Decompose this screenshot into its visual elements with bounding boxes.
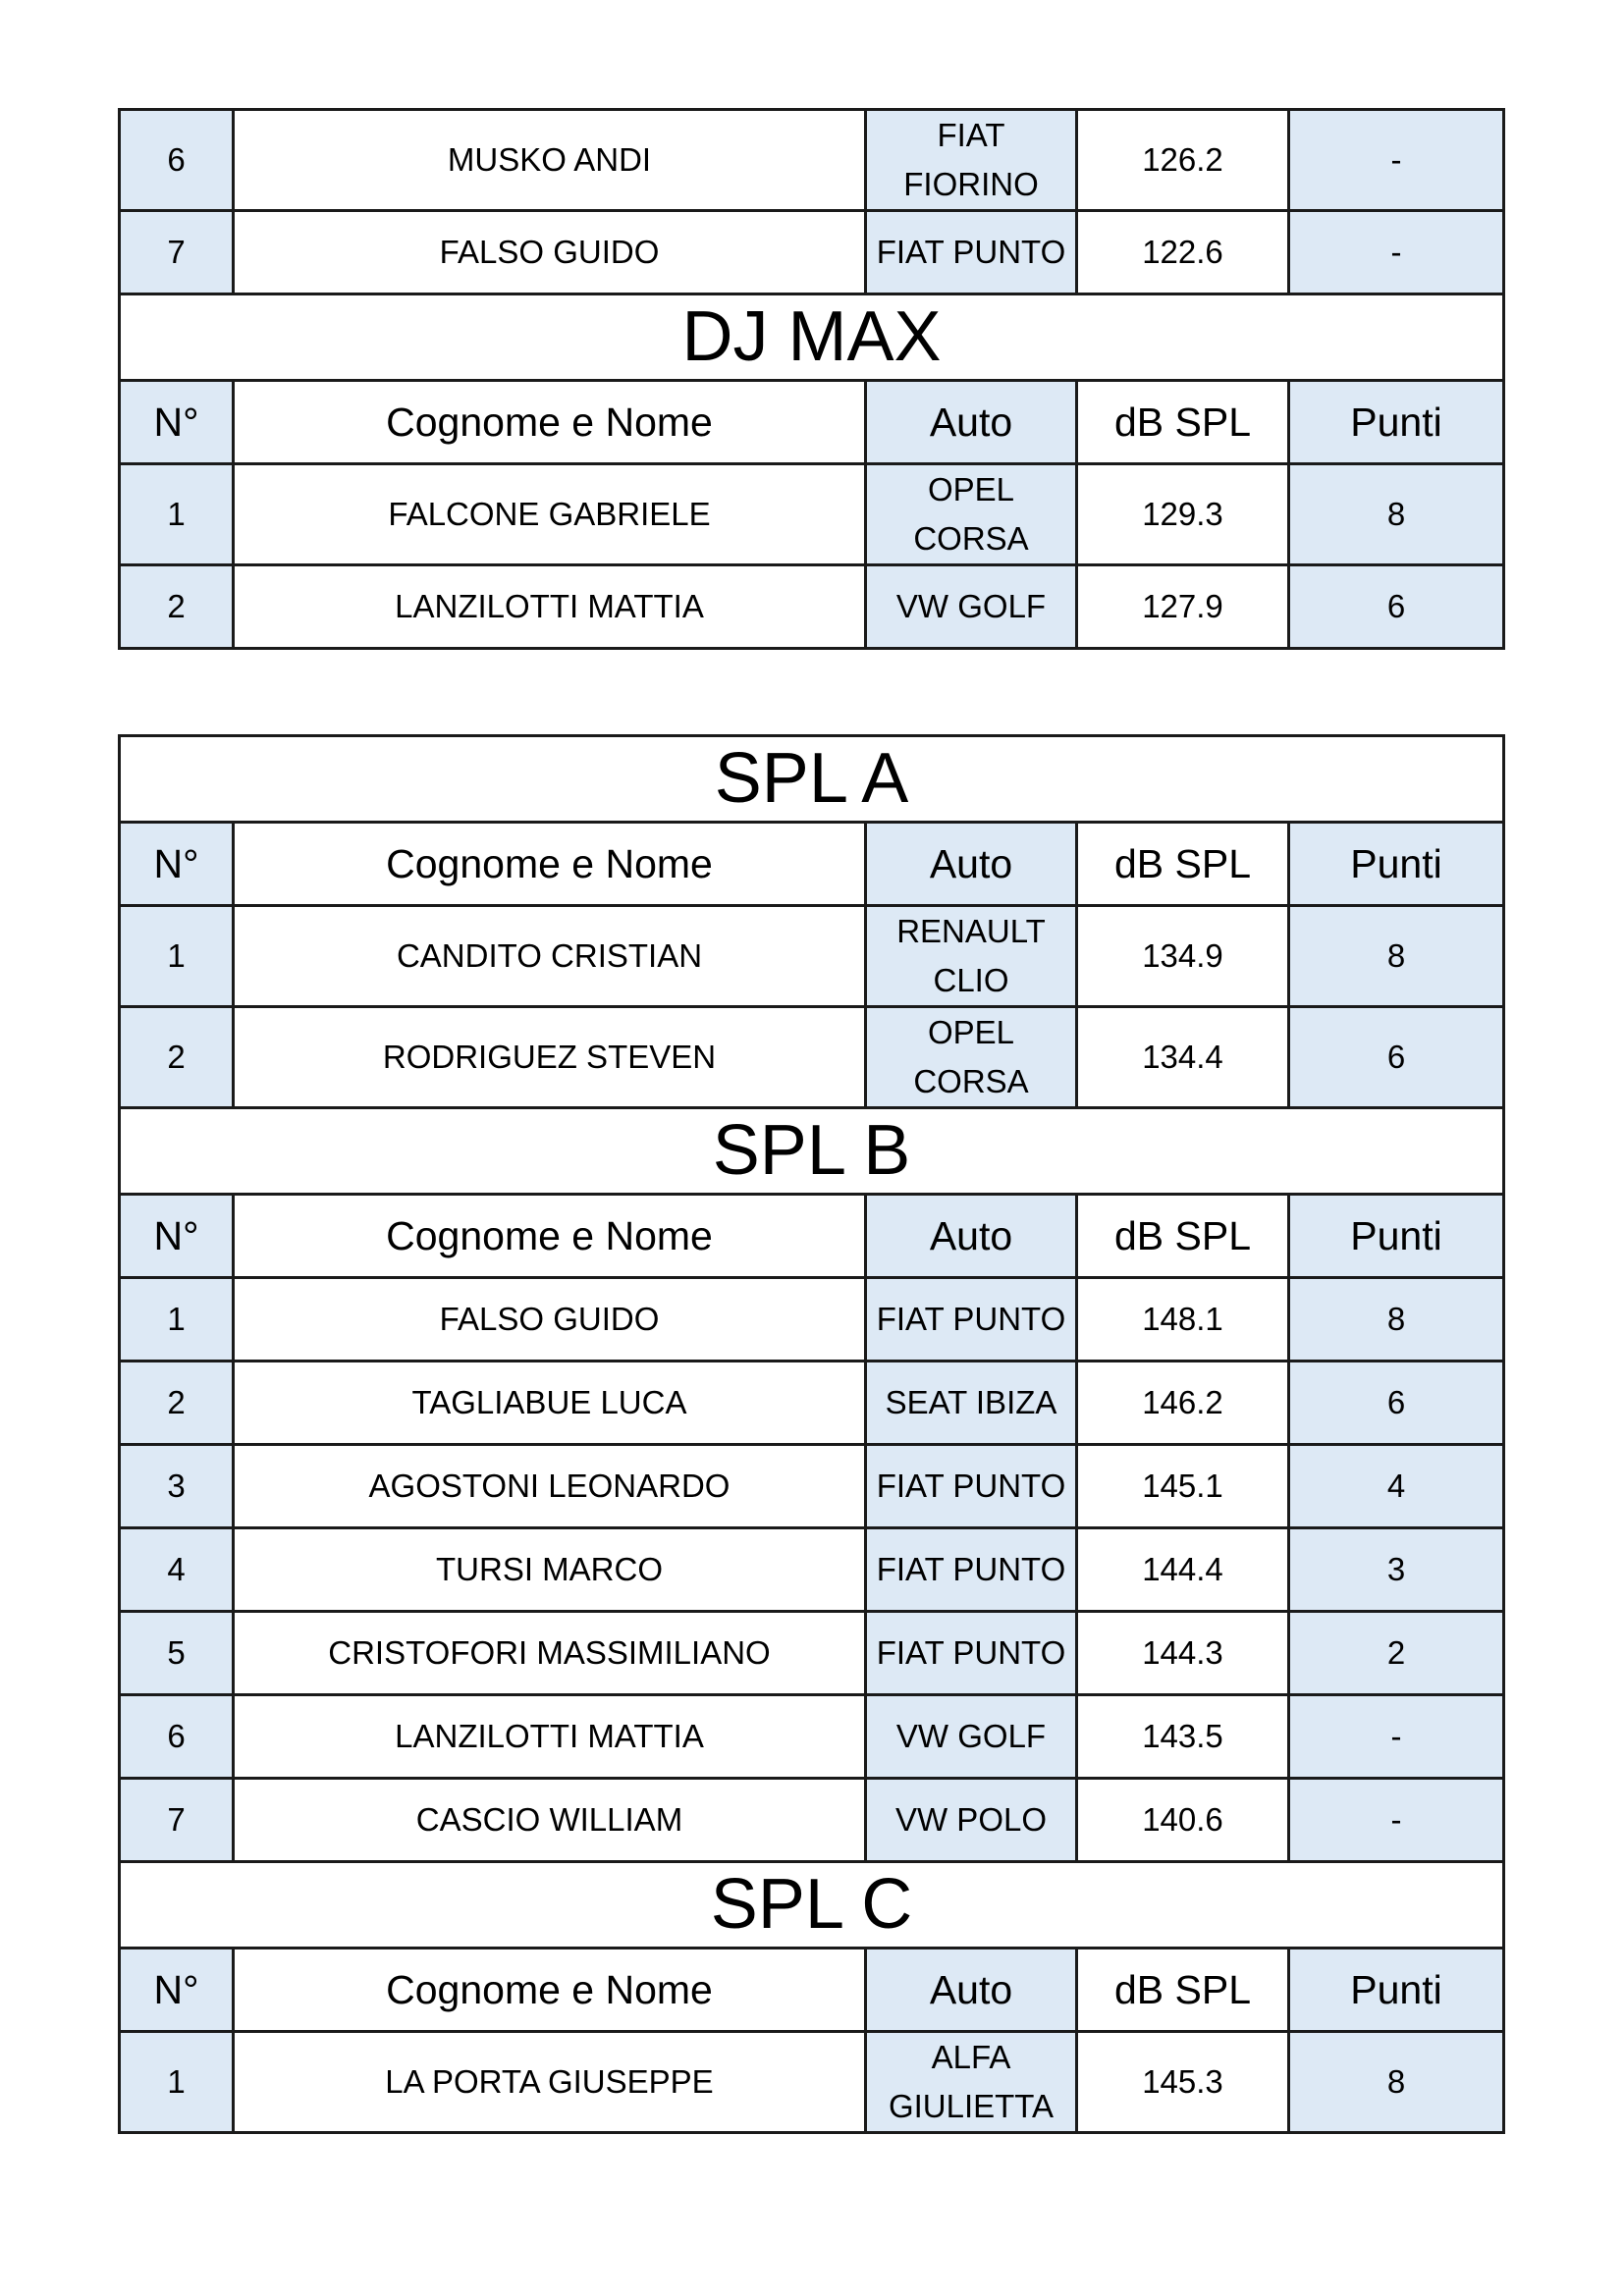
- category-title-dj-max: DJ MAX: [120, 294, 1504, 381]
- category-title-spl-c: SPL C: [120, 1862, 1504, 1949]
- position-cell: 7: [120, 1779, 234, 1862]
- table-row: [120, 211, 1504, 294]
- db-spl-cell: 134.9: [1077, 906, 1289, 1007]
- section-title-row: [120, 736, 1504, 823]
- table-row: [120, 1779, 1504, 1862]
- db-spl-cell: 126.2: [1077, 110, 1289, 211]
- car-cell: OPEL CORSA: [866, 464, 1077, 565]
- car-cell: FIAT FIORINO: [866, 110, 1077, 211]
- points-cell: -: [1289, 211, 1504, 294]
- header-db-spl: dB SPL: [1077, 1195, 1289, 1278]
- points-cell: 8: [1289, 1278, 1504, 1362]
- competitor-name-cell: LANZILOTTI MATTIA: [234, 565, 866, 649]
- points-cell: 4: [1289, 1445, 1504, 1528]
- db-spl-cell: 129.3: [1077, 464, 1289, 565]
- points-cell: 8: [1289, 464, 1504, 565]
- header-name: Cognome e Nome: [234, 381, 866, 464]
- competitor-name-cell: AGOSTONI LEONARDO: [234, 1445, 866, 1528]
- points-cell: -: [1289, 1695, 1504, 1779]
- position-cell: 2: [120, 565, 234, 649]
- category-title-spl-b: SPL B: [120, 1108, 1504, 1195]
- header-name: Cognome e Nome: [234, 1195, 866, 1278]
- header-car: Auto: [866, 381, 1077, 464]
- header-name: Cognome e Nome: [234, 1949, 866, 2032]
- competitor-name-cell: LA PORTA GIUSEPPE: [234, 2032, 866, 2133]
- header-position: N°: [120, 1949, 234, 2032]
- header-db-spl: dB SPL: [1077, 381, 1289, 464]
- header-position: N°: [120, 381, 234, 464]
- table-row: [120, 464, 1504, 565]
- db-spl-cell: 127.9: [1077, 565, 1289, 649]
- db-spl-cell: 122.6: [1077, 211, 1289, 294]
- position-cell: 3: [120, 1445, 234, 1528]
- header-position: N°: [120, 823, 234, 906]
- db-spl-cell: 144.4: [1077, 1528, 1289, 1612]
- table-row: [120, 1007, 1504, 1108]
- results-table-spl: [118, 734, 1505, 2134]
- competitor-name-cell: FALCONE GABRIELE: [234, 464, 866, 565]
- header-row: [120, 823, 1504, 906]
- competitor-name-cell: FALSO GUIDO: [234, 1278, 866, 1362]
- section-title-row: [120, 294, 1504, 381]
- points-cell: 3: [1289, 1528, 1504, 1612]
- car-cell: VW GOLF: [866, 1695, 1077, 1779]
- competitor-name-cell: CASCIO WILLIAM: [234, 1779, 866, 1862]
- points-cell: -: [1289, 1779, 1504, 1862]
- header-points: Punti: [1289, 381, 1504, 464]
- car-cell: ALFA GIULIETTA: [866, 2032, 1077, 2133]
- db-spl-cell: 148.1: [1077, 1278, 1289, 1362]
- header-car: Auto: [866, 823, 1077, 906]
- position-cell: 7: [120, 211, 234, 294]
- table-row: [120, 1445, 1504, 1528]
- competitor-name-cell: LANZILOTTI MATTIA: [234, 1695, 866, 1779]
- table-row: [120, 1695, 1504, 1779]
- header-row: [120, 1949, 1504, 2032]
- header-car: Auto: [866, 1195, 1077, 1278]
- position-cell: 2: [120, 1007, 234, 1108]
- category-title-spl-a: SPL A: [120, 736, 1504, 823]
- position-cell: 1: [120, 464, 234, 565]
- table-row: [120, 1528, 1504, 1612]
- db-spl-cell: 140.6: [1077, 1779, 1289, 1862]
- header-name: Cognome e Nome: [234, 823, 866, 906]
- car-cell: FIAT PUNTO: [866, 1445, 1077, 1528]
- position-cell: 1: [120, 2032, 234, 2133]
- header-position: N°: [120, 1195, 234, 1278]
- points-cell: 8: [1289, 2032, 1504, 2133]
- competitor-name-cell: MUSKO ANDI: [234, 110, 866, 211]
- competitor-name-cell: TURSI MARCO: [234, 1528, 866, 1612]
- competitor-name-cell: CRISTOFORI MASSIMILIANO: [234, 1612, 866, 1695]
- db-spl-cell: 145.1: [1077, 1445, 1289, 1528]
- position-cell: 1: [120, 906, 234, 1007]
- db-spl-cell: 145.3: [1077, 2032, 1289, 2133]
- car-cell: FIAT PUNTO: [866, 1612, 1077, 1695]
- position-cell: 6: [120, 1695, 234, 1779]
- competitor-name-cell: TAGLIABUE LUCA: [234, 1362, 866, 1445]
- header-points: Punti: [1289, 1195, 1504, 1278]
- header-points: Punti: [1289, 1949, 1504, 2032]
- table-row: [120, 906, 1504, 1007]
- position-cell: 6: [120, 110, 234, 211]
- car-cell: FIAT PUNTO: [866, 211, 1077, 294]
- table-row: [120, 1612, 1504, 1695]
- position-cell: 2: [120, 1362, 234, 1445]
- competitor-name-cell: FALSO GUIDO: [234, 211, 866, 294]
- table-row: [120, 1362, 1504, 1445]
- car-cell: VW GOLF: [866, 565, 1077, 649]
- db-spl-cell: 144.3: [1077, 1612, 1289, 1695]
- competitor-name-cell: CANDITO CRISTIAN: [234, 906, 866, 1007]
- table-row: [120, 1278, 1504, 1362]
- car-cell: VW POLO: [866, 1779, 1077, 1862]
- car-cell: RENAULT CLIO: [866, 906, 1077, 1007]
- header-db-spl: dB SPL: [1077, 823, 1289, 906]
- header-row: [120, 381, 1504, 464]
- table-row: [120, 2032, 1504, 2133]
- points-cell: 8: [1289, 906, 1504, 1007]
- car-cell: FIAT PUNTO: [866, 1528, 1077, 1612]
- header-car: Auto: [866, 1949, 1077, 2032]
- db-spl-cell: 143.5: [1077, 1695, 1289, 1779]
- points-cell: 6: [1289, 565, 1504, 649]
- section-title-row: [120, 1108, 1504, 1195]
- car-cell: FIAT PUNTO: [866, 1278, 1077, 1362]
- position-cell: 4: [120, 1528, 234, 1612]
- db-spl-cell: 134.4: [1077, 1007, 1289, 1108]
- table-row: [120, 110, 1504, 211]
- points-cell: 6: [1289, 1362, 1504, 1445]
- points-cell: 6: [1289, 1007, 1504, 1108]
- table-row: [120, 565, 1504, 649]
- header-db-spl: dB SPL: [1077, 1949, 1289, 2032]
- header-points: Punti: [1289, 823, 1504, 906]
- position-cell: 5: [120, 1612, 234, 1695]
- car-cell: OPEL CORSA: [866, 1007, 1077, 1108]
- competitor-name-cell: RODRIGUEZ STEVEN: [234, 1007, 866, 1108]
- db-spl-cell: 146.2: [1077, 1362, 1289, 1445]
- header-row: [120, 1195, 1504, 1278]
- car-cell: SEAT IBIZA: [866, 1362, 1077, 1445]
- results-table-top: [118, 108, 1505, 650]
- section-title-row: [120, 1862, 1504, 1949]
- points-cell: -: [1289, 110, 1504, 211]
- points-cell: 2: [1289, 1612, 1504, 1695]
- position-cell: 1: [120, 1278, 234, 1362]
